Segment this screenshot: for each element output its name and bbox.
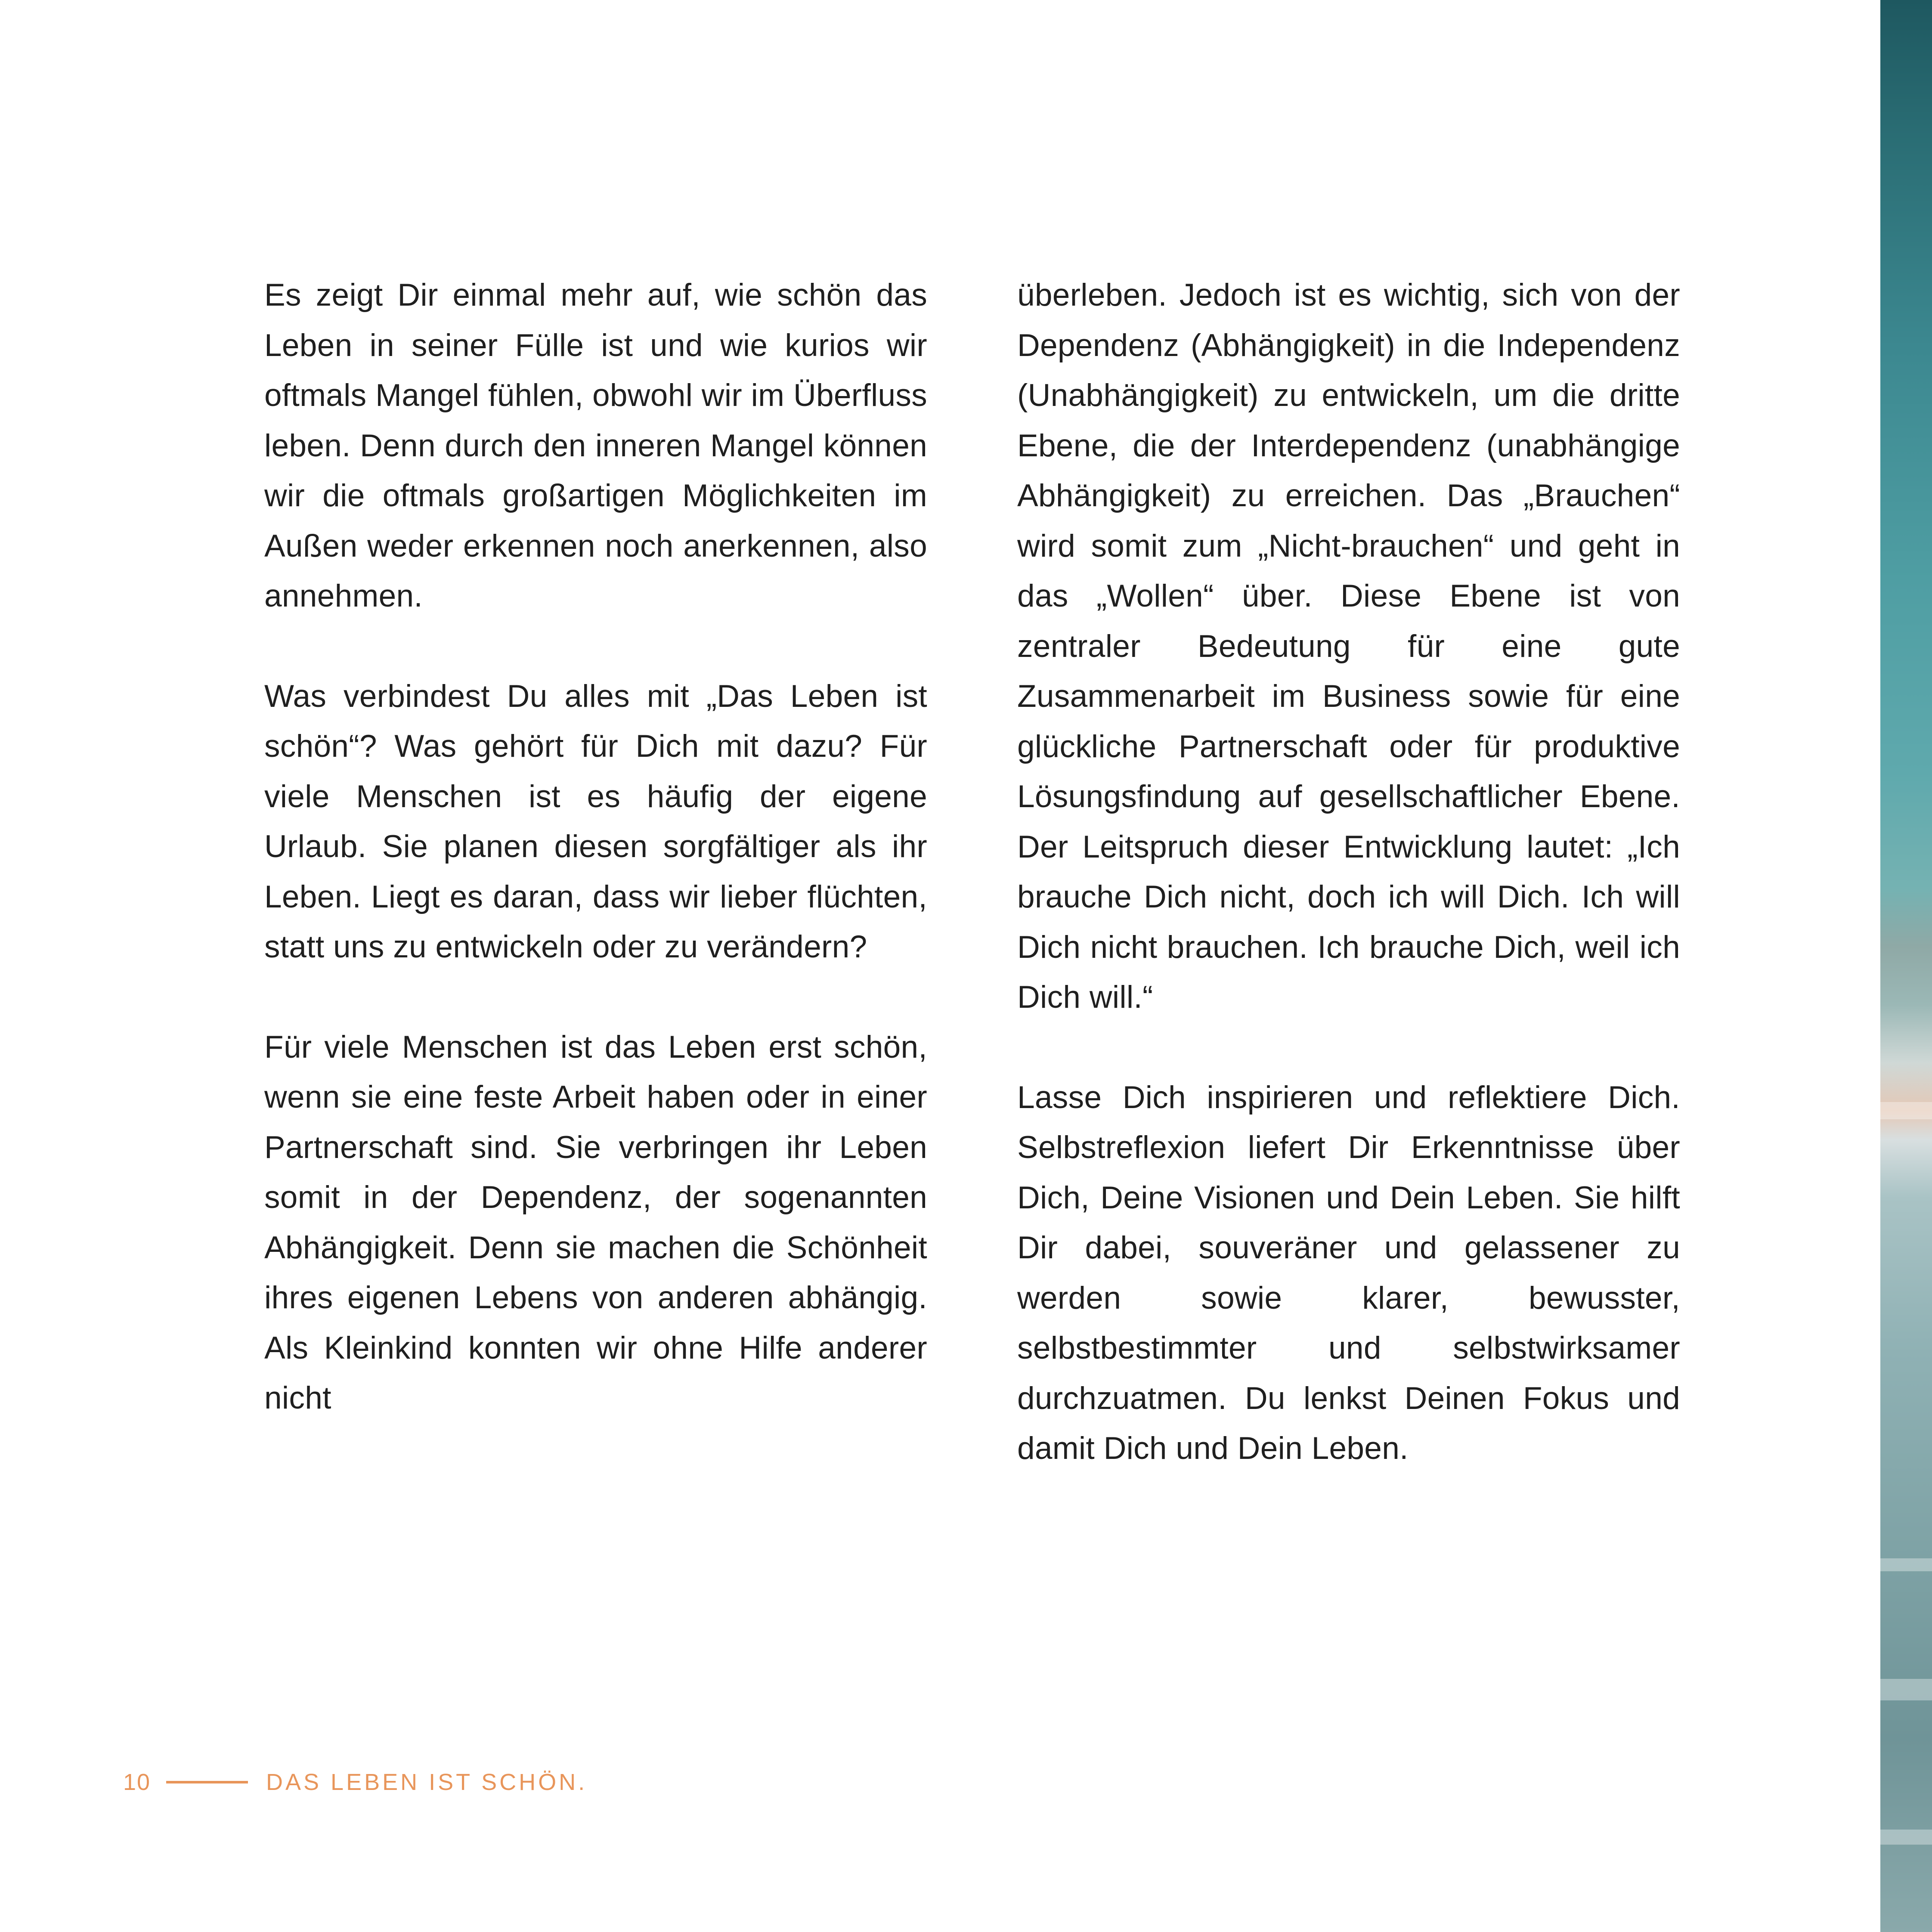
paragraph: Für viele Menschen ist das Leben erst schön, wenn sie eine feste Arbeit haben oder in einer Partnerschaft sind. Sie verbringen ihr Leben somit in der Dependenz, der sogenannten Abhängigkeit. Denn sie machen die Schönheit ihres eigenen Lebens von anderen abhängig. Als Kleinkind konnten wir ohne Hilfe anderer nicht <box>264 1029 927 1415</box>
wave-foam <box>1880 1679 1932 1700</box>
running-title: DAS LEBEN IST SCHÖN. <box>266 1769 588 1795</box>
sea-photo-strip <box>1880 0 1932 1932</box>
text-column-left <box>264 270 927 1424</box>
page-footer <box>123 1765 587 1799</box>
footer-divider <box>166 1781 248 1783</box>
paragraph: Lasse Dich inspirieren und reflektiere Dich. Selbstreflexion liefert Dir Erkenntnisse über Dich, Deine Visionen und Dein Leben. Sie hilft Dir dabei, souveräner und gelassener zu werden sowie klarer, bewusster, selbstbestimmter und selbstwirksamer durchzuatmen. Du lenkst Deinen Fokus und damit Dich und Dein Leben. <box>1017 1080 1680 1466</box>
paragraph: Es zeigt Dir einmal mehr auf, wie schön das Leben in seiner Fülle ist und wie kurios wir oftmals Mangel fühlen, obwohl wir im Überfluss leben. Denn durch den inneren Mangel können wir die oftmals großartigen Möglichkeiten im Außen weder erkennen noch anerkennen, also annehmen. <box>264 278 927 613</box>
paragraph: überleben. Jedoch ist es wichtig, sich von der Dependenz (Abhängigkeit) in die Independenz (Unabhängigkeit) zu entwickeln, um die dritte Ebene, die der Interdependenz (unabhängige Abhängigkeit) zu erreichen. Das „Brauchen“ wird somit zum „Nicht-brauchen“ und geht in das „Wollen“ über. Diese Ebene ist von zentraler Bedeutung für eine gute Zusammenarbeit im Business sowie für eine glückliche Partnerschaft oder für produktive Lösungsfindung auf gesellschaftlicher Ebene. Der Leitspruch dieser Entwicklung lautet: „Ich brauche Dich nicht, doch ich will Dich. Ich will Dich nicht brauchen. Ich brauche Dich, weil ich Dich will.“ <box>1017 278 1680 1015</box>
page-number: 10 <box>123 1769 151 1795</box>
wave-foam <box>1880 1558 1932 1571</box>
paragraph: Was verbindest Du alles mit „Das Leben ist schön“? Was gehört für Dich mit dazu? Für viele Menschen ist es häufig der eigene Urlaub. Sie planen diesen sorgfältiger als ihr Leben. Liegt es daran, dass wir lieber flüchten, statt uns zu entwickeln oder zu verändern? <box>264 678 927 964</box>
wave-foam <box>1880 1102 1932 1119</box>
wave-foam <box>1880 1830 1932 1845</box>
text-column-right <box>1017 270 1680 1474</box>
